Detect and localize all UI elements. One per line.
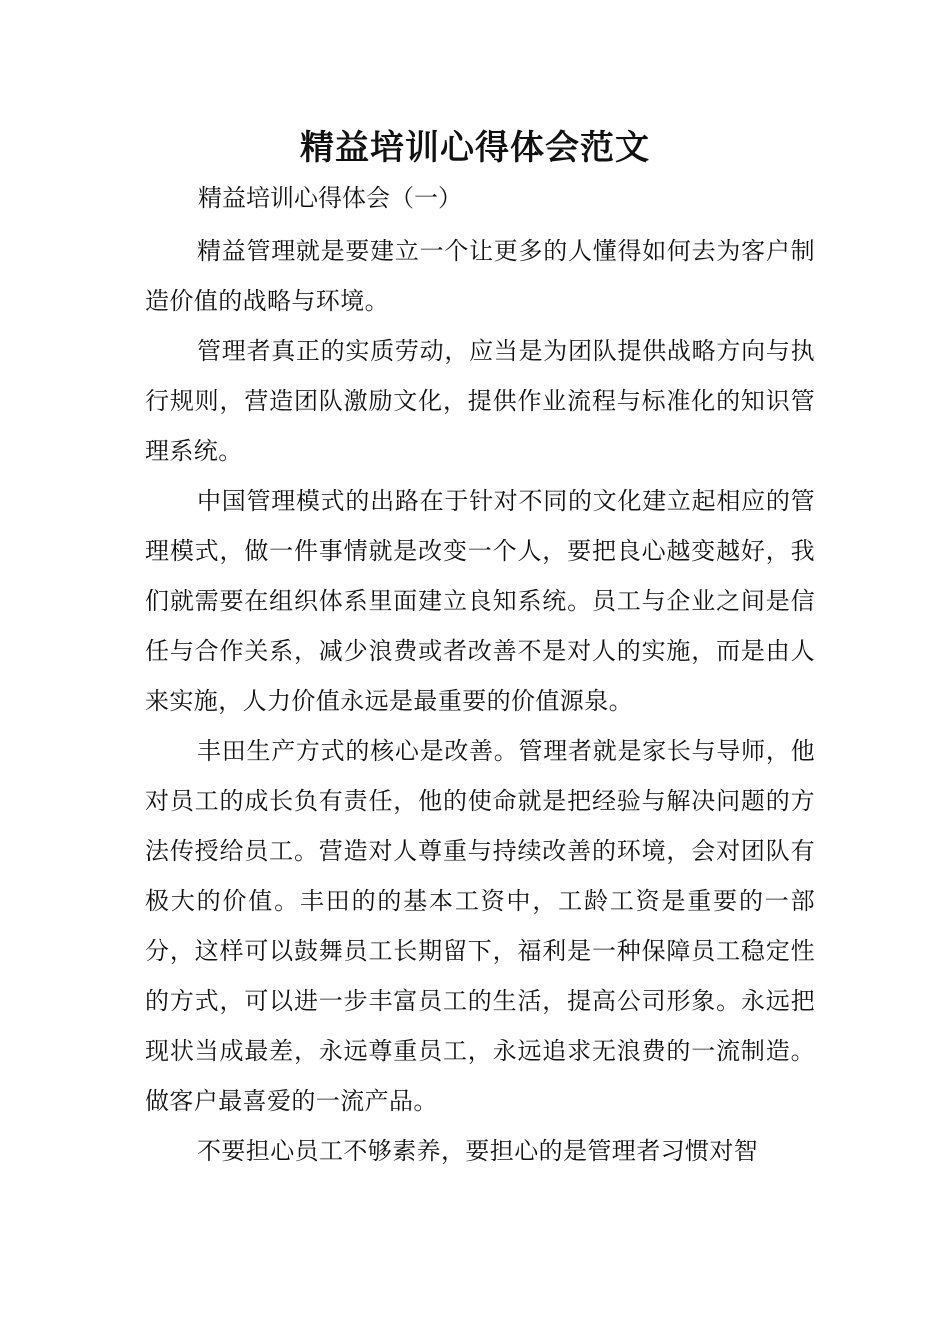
paragraph: 中国管理模式的出路在于针对不同的文化建立起相应的管理模式，做一件事情就是改变一个人，要把良心越变越好，我们就需要在组织体系里面建立良知系统。员工与企业之间是信任与合作关系，减少浪费或者改善不是对人的实施，而是由人来实施，人力价值永远是最重要的价值源泉。 [145, 487, 815, 715]
section-heading: 精益培训心得体会（一） [198, 184, 462, 212]
document-body [145, 226, 815, 1176]
paragraph: 丰田生产方式的核心是改善。管理者就是家长与导师，他对员工的成长负有责任，他的使命就是把经验与解决问题的方法传授给员工。营造对人尊重与持续改善的环境，会对团队有极大的价值。丰田的的基本工资中，工龄工资是重要的一部分，这样可以鼓舞员工长期留下，福利是一种保障员工稳定性的方式，可以进一步丰富员工的生活，提高公司形象。永远把现状当成最差，永远尊重员工，永远追求无浪费的一流制造。做客户最喜爱的一流产品。 [145, 737, 815, 1115]
paragraph: 不要担心员工不够素养，要担心的是管理者习惯对智 [197, 1137, 759, 1165]
paragraph: 精益管理就是要建立一个让更多的人懂得如何去为客户制造价值的战略与环境。 [145, 237, 815, 315]
document-title: 精益培训心得体会范文 [300, 128, 650, 168]
paragraph: 管理者真正的实质劳动，应当是为团队提供战略方向与执行规则，营造团队激励文化，提供作业流程与标准化的知识管理系统。 [145, 337, 815, 465]
